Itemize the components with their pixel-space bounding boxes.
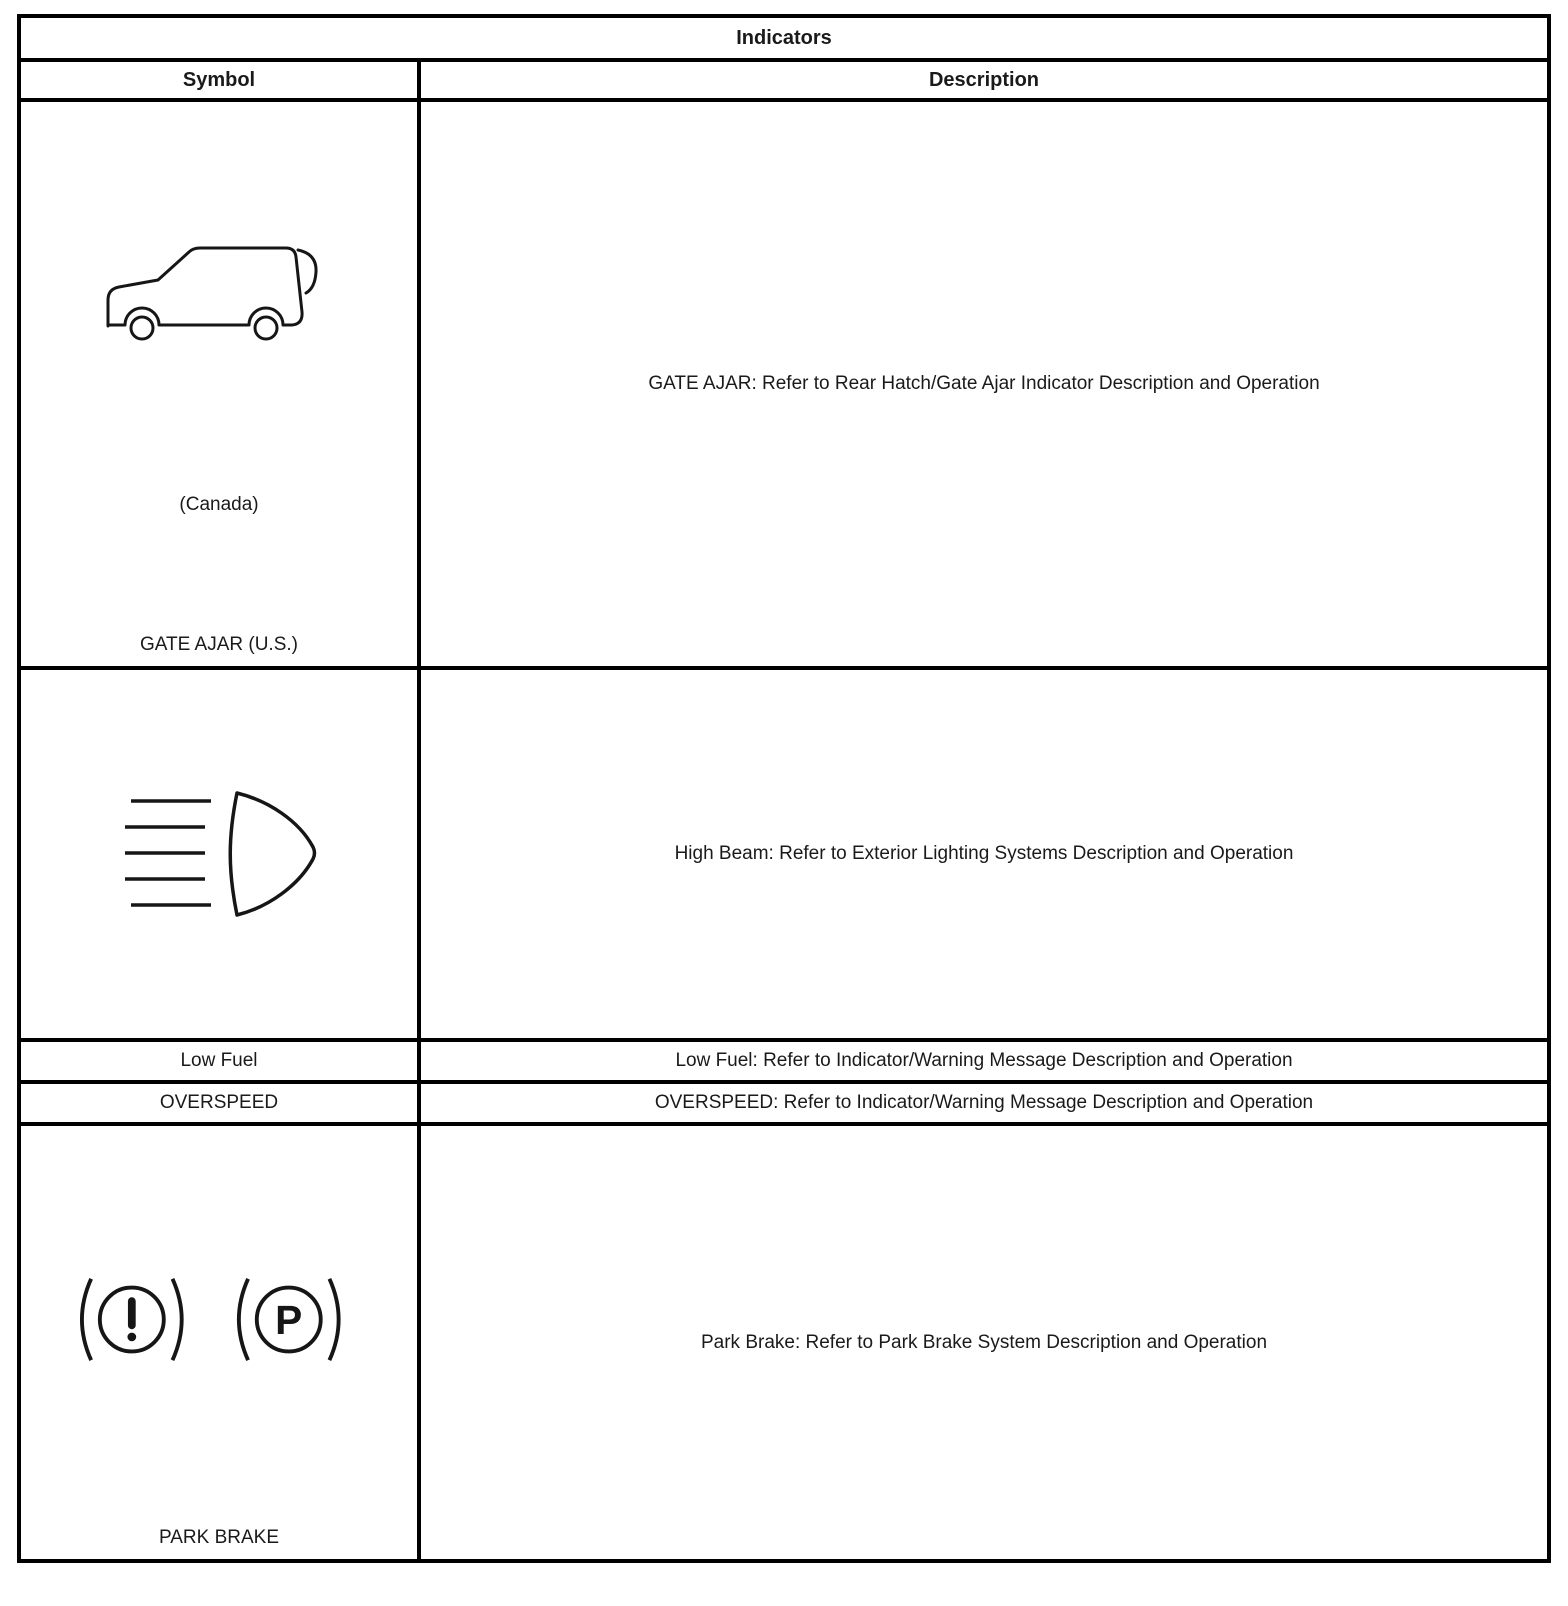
high-beam-icon bbox=[117, 779, 322, 929]
description-park-brake: Park Brake: Refer to Park Brake System Description and Operation bbox=[700, 1331, 1268, 1353]
table-title: Indicators bbox=[736, 26, 832, 49]
svg-text:P: P bbox=[275, 1297, 303, 1344]
symbol-label-gate-ajar: GATE AJAR (U.S.) bbox=[139, 634, 298, 655]
indicators-table bbox=[17, 14, 1551, 1563]
header-row bbox=[21, 58, 1547, 98]
table-row-high-beam bbox=[21, 666, 1547, 1038]
symbol-label-low-fuel: Low Fuel bbox=[21, 1042, 421, 1080]
description-high-beam: High Beam: Refer to Exterior Lighting Systems Description and Operation bbox=[674, 843, 1294, 865]
table-row-low-fuel bbox=[21, 1038, 1547, 1080]
symbol-cell-high-beam bbox=[21, 670, 421, 1038]
park-brake-warning-icons bbox=[64, 1266, 374, 1373]
symbol-cell-gate-ajar bbox=[21, 102, 421, 666]
symbol-label-overspeed: OVERSPEED bbox=[21, 1084, 421, 1122]
symbol-cell-park-brake bbox=[21, 1126, 421, 1559]
table-row-gate-ajar bbox=[21, 98, 1547, 666]
description-overspeed: OVERSPEED: Refer to Indicator/Warning Message Description and Operation bbox=[654, 1092, 1314, 1114]
description-gate-ajar: GATE AJAR: Refer to Rear Hatch/Gate Ajar Indicator Description and Operation bbox=[648, 373, 1320, 395]
table-row-park-brake bbox=[21, 1122, 1547, 1559]
column-header-description: Description bbox=[928, 68, 1040, 91]
symbol-label-park-brake: PARK BRAKE bbox=[158, 1527, 280, 1548]
symbol-note-canada: (Canada) bbox=[179, 494, 259, 515]
gate-ajar-vehicle-icon bbox=[94, 220, 344, 352]
table-row-overspeed bbox=[21, 1080, 1547, 1122]
column-header-symbol: Symbol bbox=[21, 62, 421, 98]
description-low-fuel: Low Fuel: Refer to Indicator/Warning Message Description and Operation bbox=[675, 1050, 1293, 1072]
